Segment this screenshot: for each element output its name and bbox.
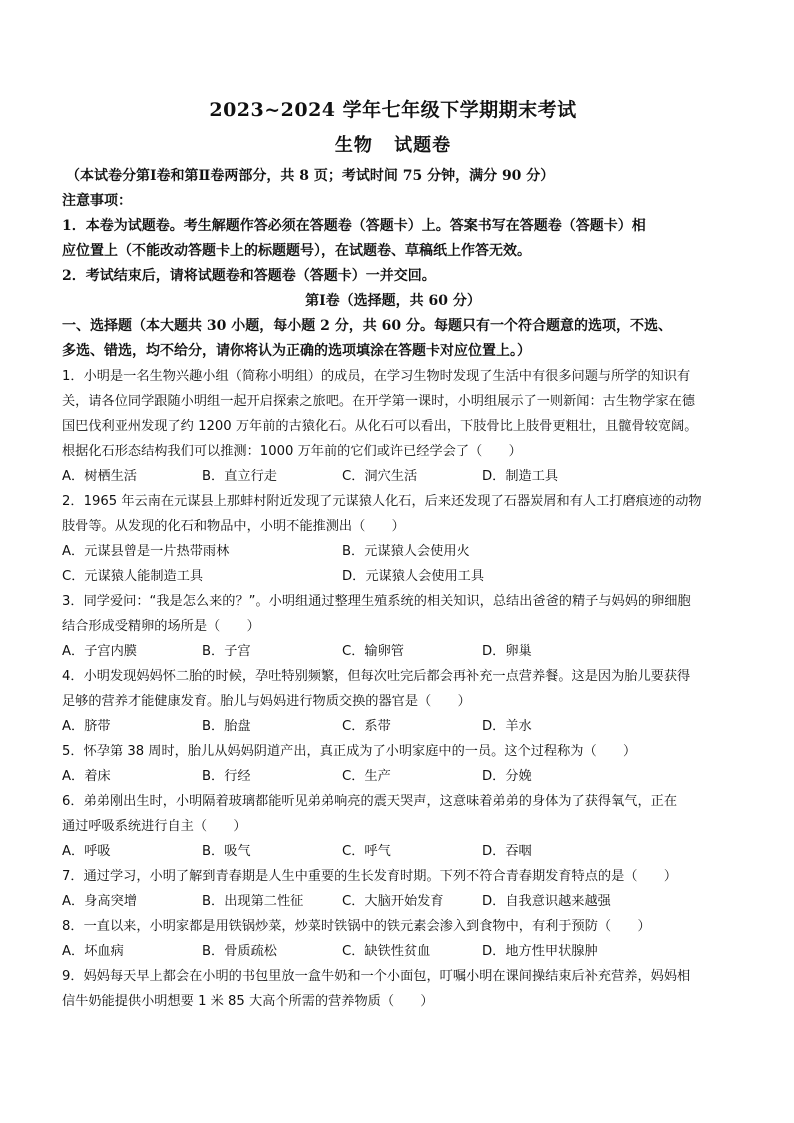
question-6: [62, 789, 724, 864]
question-text-line: 4．小明发现妈妈怀二胎的时候，孕吐特别频繁，但每次吐完后都会再补充一点营养餐。这是因为胎儿要获得: [62, 669, 691, 684]
notes-heading: 注意事项：: [62, 193, 132, 209]
option-d: D．元谋猿人会使用工具: [342, 569, 485, 584]
question-text-line: 足够的营养才能健康发育。胎儿与妈妈进行物质交换的器官是（ ）: [62, 694, 471, 709]
option-d: D．吞咽: [482, 844, 532, 859]
question-text-line: 2．1965 年云南在元谋县上那蚌村附近发现了元谋猿人化石，后来还发现了石器炭屑和有人工打磨痕迹的动物: [62, 494, 702, 509]
option-d: D．制造工具: [482, 469, 559, 484]
question-text-line: 1．小明是一名生物兴趣小组（简称小明组）的成员，在学习生物时发现了生活中有很多问题与所学的知识有: [62, 369, 691, 384]
question-text-line: 7．通过学习，小明了解到青春期是人生中重要的生长发育时期。下列不符合青春期发育特点的是（ ）: [62, 869, 678, 884]
option-b: B．骨质疏松: [202, 944, 277, 959]
question-text-line: 6．弟弟刚出生时，小明隔着玻璃都能听见弟弟响亮的震天哭声，这意味着弟弟的身体为了获得氧气，正在: [62, 794, 678, 809]
option-b: B．吸气: [202, 844, 251, 859]
option-d: D．卵巢: [482, 644, 532, 659]
option-c: C．呼气: [342, 844, 391, 859]
question-2: [62, 489, 724, 589]
question-text-line: 9．妈妈每天早上都会在小明的书包里放一盒牛奶和一个小面包，叮嘱小明在课间操结束后补充营养，妈妈相: [62, 969, 691, 984]
question-text-line: 通过呼吸系统进行自主（ ）: [62, 819, 247, 834]
options-row: [62, 714, 724, 739]
options-row: [62, 764, 724, 789]
exam-title: 2023~2024 学年七年级下学期期末考试: [209, 99, 577, 121]
options-row: [62, 639, 724, 664]
question-text-line: 8．一直以来，小明家都是用铁锅炒菜，炒菜时铁锅中的铁元素会渗入到食物中，有利于预防（ ）: [62, 919, 651, 934]
option-b: B．胎盘: [202, 719, 251, 734]
option-d: D．分娩: [482, 769, 532, 784]
note-1-line-1: 1．本卷为试题卷。考生解题作答必须在答题卷（答题卡）上。答案书写在答题卷（答题卡）相: [62, 218, 646, 234]
options-row: [62, 889, 724, 914]
option-a: A．呼吸: [62, 844, 111, 859]
part1-instruction-line-2: 多选、错选，均不给分，请你将认为正确的选项填涂在答题卡对应位置上。）: [62, 343, 531, 359]
part1-instruction-line-1: 一、选择题（本大题共 30 小题，每小题 2 分，共 60 分。每题只有一个符合题意的选项，不选、: [62, 318, 672, 334]
options-row: [62, 564, 724, 589]
question-text-line: 结合形成受精卵的场所是（ ）: [62, 619, 260, 634]
option-c: C．缺铁性贫血: [342, 944, 431, 959]
option-a: A．着床: [62, 769, 111, 784]
question-5: [62, 739, 724, 789]
exam-info: （本试卷分第Ⅰ卷和第Ⅱ卷两部分，共 8 页；考试时间 75 分钟，满分 90 分）: [66, 168, 555, 184]
option-b: B．子宫: [202, 644, 251, 659]
question-text-line: 信牛奶能提供小明想要 1 米 85 大高个所需的营养物质（ ）: [62, 994, 434, 1009]
option-a: A．子宫内膜: [62, 644, 137, 659]
option-b: B．行经: [202, 769, 251, 784]
option-c: C．系带: [342, 719, 391, 734]
question-4: [62, 664, 724, 739]
question-text-line: 根据化石形态结构我们可以推测：1000 万年前的它们或许已经学会了（ ）: [62, 444, 522, 459]
options-row: [62, 539, 724, 564]
option-d: D．地方性甲状腺肿: [482, 944, 598, 959]
option-a: A．脐带: [62, 719, 111, 734]
options-row: [62, 839, 724, 864]
option-a: A．身高突增: [62, 894, 137, 909]
option-d: D．羊水: [482, 719, 532, 734]
option-c: C．大脑开始发育: [342, 894, 444, 909]
option-a: A．树栖生活: [62, 469, 137, 484]
options-row: [62, 464, 724, 489]
question-8: [62, 914, 724, 964]
option-c: C．洞穴生活: [342, 469, 418, 484]
question-9: [62, 964, 724, 1014]
question-text-line: 关，请各位同学跟随小明组一起开启探索之旅吧。在开学第一课时，小明组展示了一则新闻：古生物学家在德: [62, 394, 695, 409]
option-c: C．元谋猿人能制造工具: [62, 569, 204, 584]
option-c: C．生产: [342, 769, 391, 784]
exam-subtitle: 生物 试题卷: [334, 135, 452, 156]
option-b: B．出现第二性征: [202, 894, 304, 909]
option-b: B．直立行走: [202, 469, 277, 484]
question-1: [62, 364, 724, 489]
question-3: [62, 589, 724, 664]
option-d: D．自我意识越来越强: [482, 894, 611, 909]
note-2: 2．考试结束后，请将试题卷和答题卷（答题卡）一并交回。: [62, 268, 436, 284]
question-text-line: 国巴伐利亚州发现了约 1200 万年前的古猿化石。从化石可以看出，下肢骨比上肢骨更粗壮，且髋骨较宽阔。: [62, 419, 698, 434]
option-c: C．输卵管: [342, 644, 404, 659]
option-b: B．元谋猿人会使用火: [342, 544, 470, 559]
option-a: A．坏血病: [62, 944, 124, 959]
question-text-line: 3．同学爱问：“我是怎么来的？”。小明组通过整理生殖系统的相关知识，总结出爸爸的精子与妈妈的卵细胞: [62, 594, 691, 609]
question-text-line: 5．怀孕第 38 周时，胎儿从妈妈阴道产出，真正成为了小明家庭中的一员。这个过程称为（ ）: [62, 744, 637, 759]
part1-heading: 第Ⅰ卷（选择题，共 60 分）: [305, 293, 481, 309]
question-7: [62, 864, 724, 914]
question-text-line: 肢骨等。从发现的化石和物品中，小明不能推测出（ ）: [62, 519, 405, 534]
note-1-line-2: 应位置上（不能改动答题卡上的标题题号），在试题卷、草稿纸上作答无效。: [62, 243, 531, 259]
option-a: A．元谋县曾是一片热带雨林: [62, 544, 230, 559]
options-row: [62, 939, 724, 964]
